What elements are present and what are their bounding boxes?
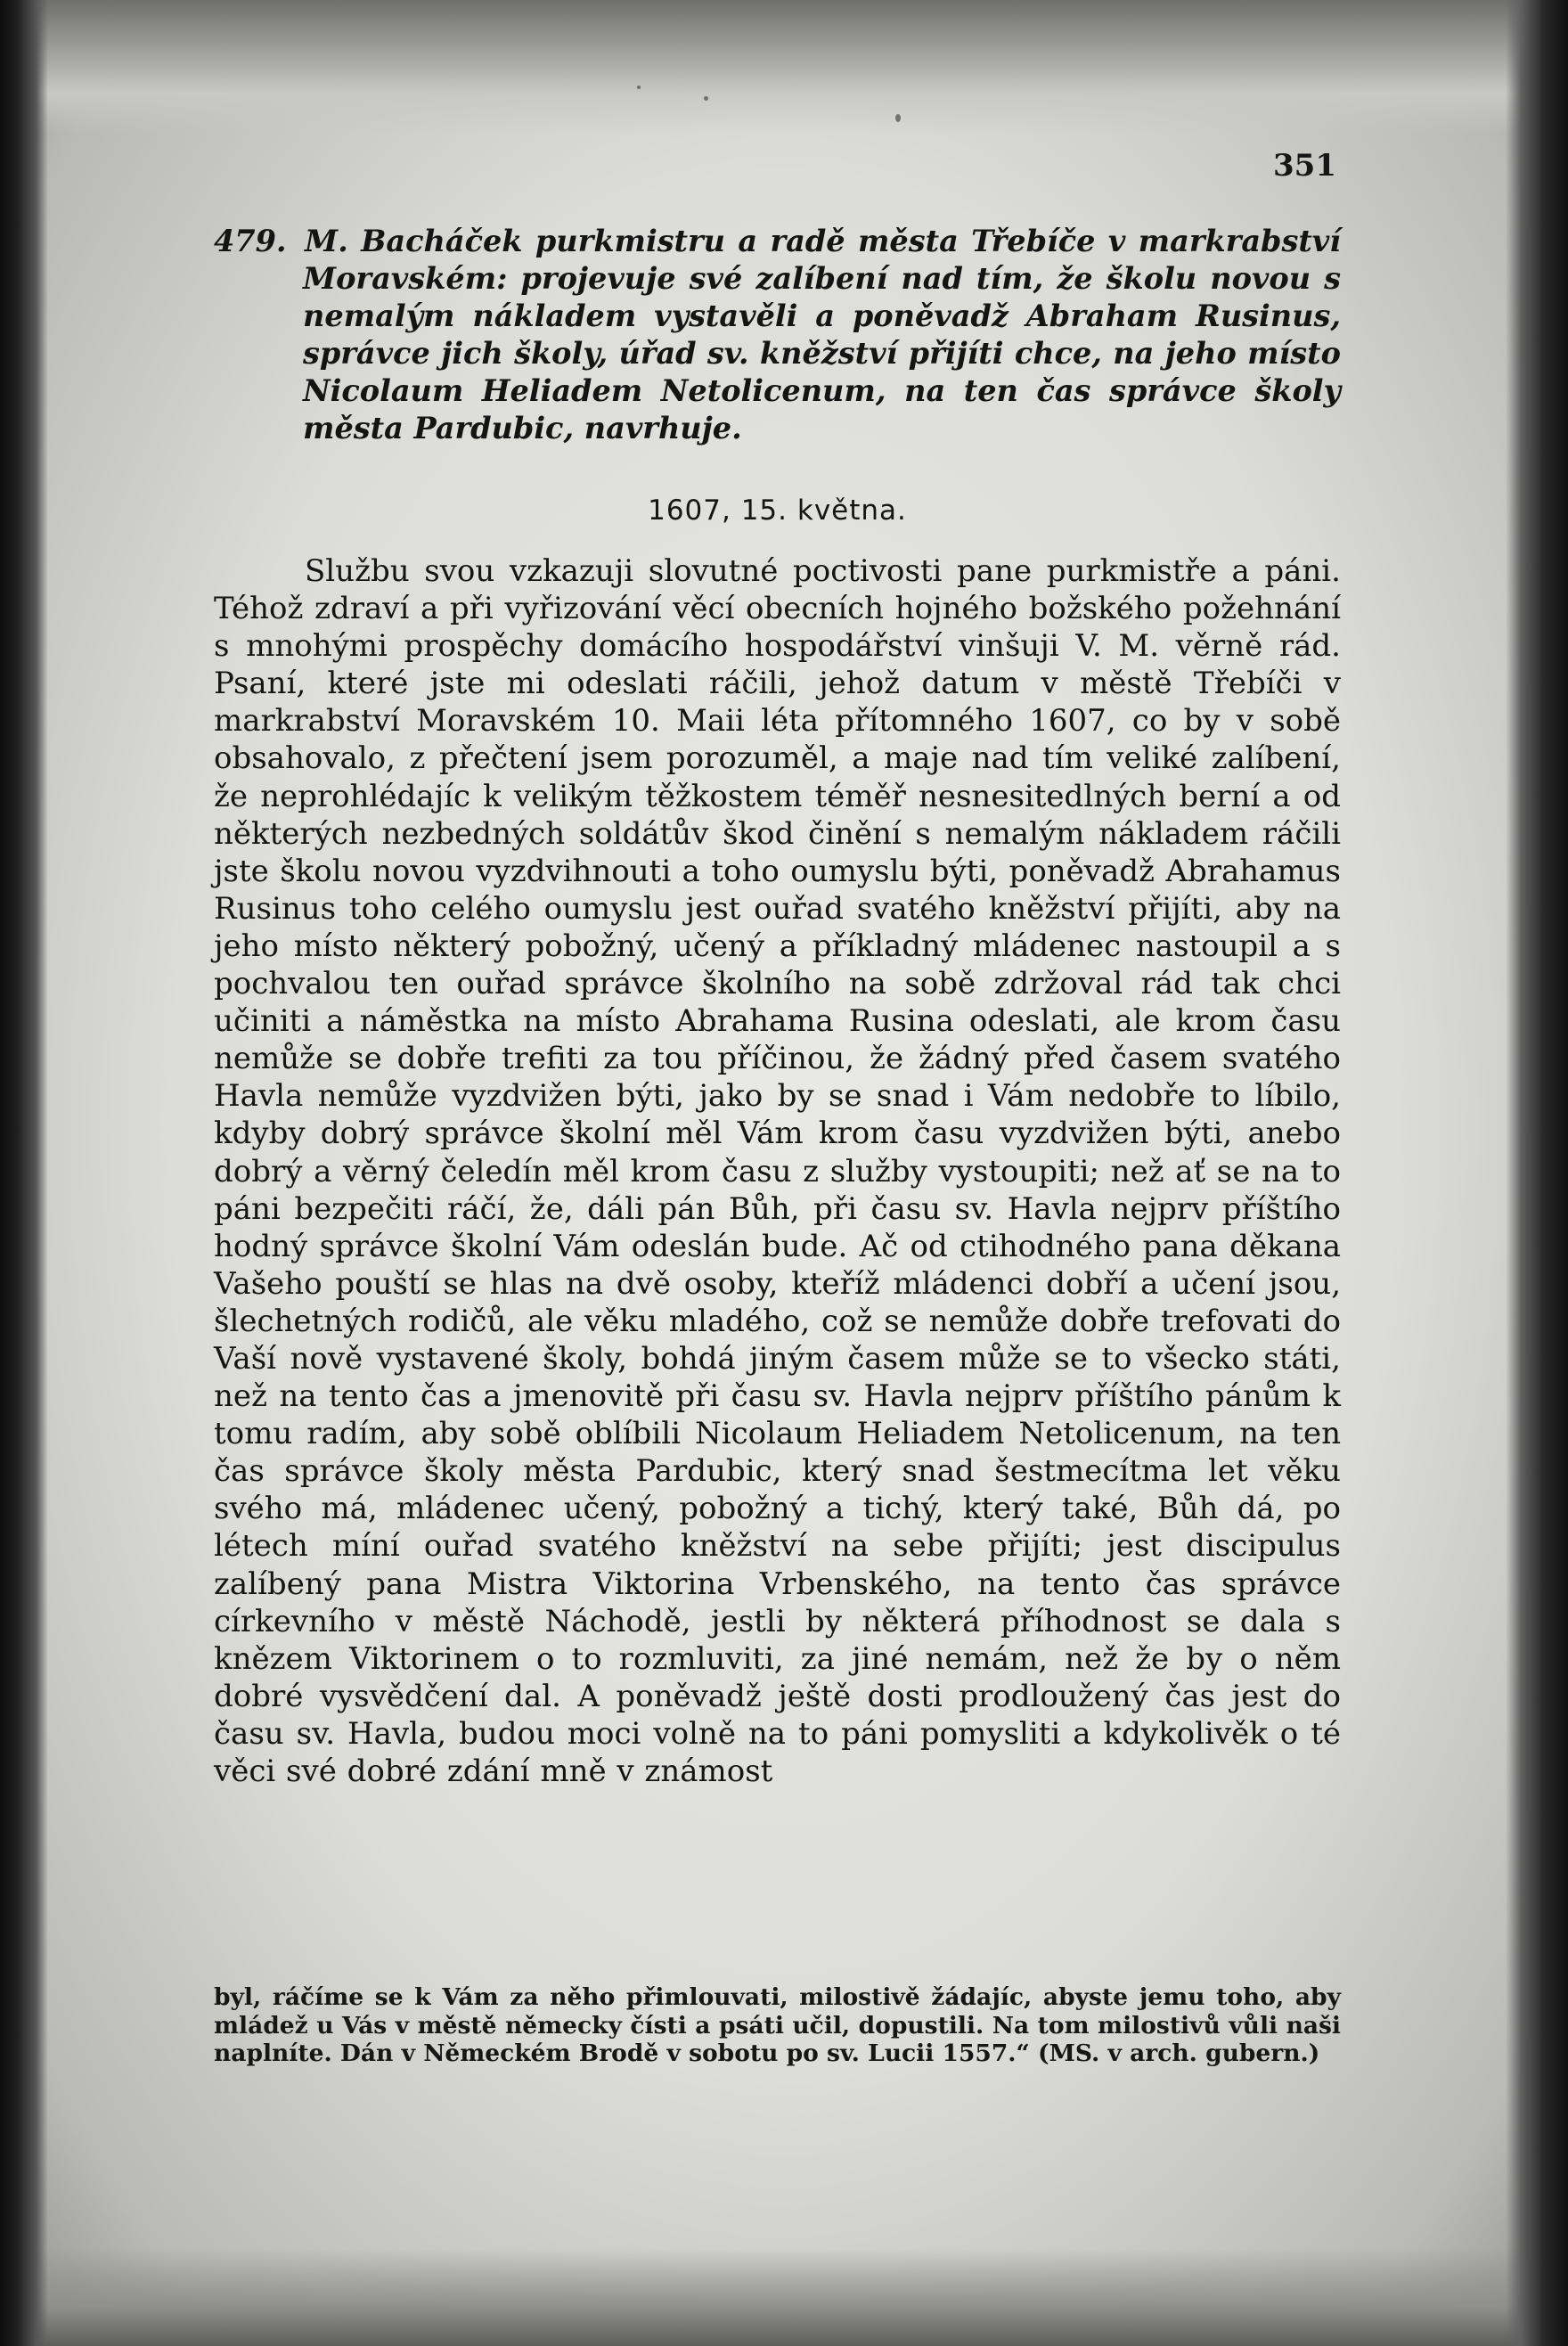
scan-speck — [637, 86, 641, 89]
scan-shadow-left — [0, 0, 48, 2346]
scan-speck — [895, 114, 901, 122]
scan-shadow-top — [0, 0, 1568, 134]
body-paragraph: Službu svou vzkazuji slovutné poctivosti pane purkmistře a páni. Téhož zdraví a při vyřizování věcí obecních hojného božského požehnání s mnohými prospěchy domácího hospodářství vinšuji V. M. věrně rád. Psaní, které jste mi odeslati ráčili, jehož datum v městě Třebíči v markrabství Moravském 10. Maii léta přítomného 1607, co by v sobě obsahovalo, z přečtení jsem porozuměl, a maje nad tím veliké zalíbení, že neprohlédajíc k velikým těžkostem téměř nesnesitedlných berní a od některých nezbedných soldátův škod činění s nemalým nákladem ráčili jste školu novou vyzdvihnouti a toho oumyslu býti, poněvadž Abrahamus Rusinus toho celého oumyslu jest ouřad svatého kněžství přijíti, aby na jeho místo některý pobožný, učený a příkladný mládenec nastoupil a s pochvalou ten ouřad správce školního na sobě zdržoval rád tak chci učiniti a náměstka na místo Abrahama Rusina odeslati, ale krom času nemůže se dobře trefiti za tou příčinou, že žádný před časem svatého Havla nemůže vyzdvižen býti, jako by se snad i Vám nedobře to líbilo, kdyby dobrý správce školní měl Vám krom času vyzdvižen býti, anebo dobrý a věrný čeledín měl krom času z služby vystoupiti; než ať se na to páni bezpečiti ráčí, že, dáli pán Bůh, při času sv. Havla nejprv příštího hodný správce školní Vám odeslán bude. Ač od ctihodného pana děkana Vašeho pouští se hlas na dvě osoby, kteříž mládenci dobří a učení jsou, šlechetných rodičů, ale věku mladého, což se nemůže dobře trefovati do Vaší nově vystavené školy, bohdá jiným časem může se to všecko státi, než na tento čas a jmenovitě při času sv. Havla nejprv příštího pánům k tomu radím, aby sobě oblíbili Nicolaum Heliadem Netolicenum, na ten čas správce školy města Pardubic, který snad šestmecítma let věku svého má, mládenec učený, pobožný a tichý, který také, Bůh dá, po létech míní ouřad svatého kněžství na sebe přijíti; jest discipulus zalíbený pana Mistra Viktorina Vrbenského, na tento čas správce církevního v městě Náchodě, jestli by některá příhodnost se dala s knězem Viktorinem o to rozmluviti, za jiné nemám, než že by o něm dobré vysvědčení dal. A poněvadž ještě dosti prodloužený čas jest do času sv. Havla, budou moci volně na to páni pomysliti a kdykolivěk o té věci své dobré zdání mně v známost — [214, 553, 1341, 1789]
letter-body — [214, 552, 1341, 1790]
scan-shadow-bottom — [0, 2248, 1568, 2346]
scan-shadow-right — [1506, 0, 1568, 2346]
footnote: byl, ráčíme se k Vám za něho přimlouvati, milostivě žádajíc, abyste jemu toho, aby mládež u Vás v městě německy čísti a psáti učil, dopustili. Na tom milostivů vůli naši naplníte. Dán v Německém Brodě v sobotu po sv. Lucii 1557.“ (MS. v arch. gubern.) — [214, 1983, 1341, 2067]
scan-speck — [704, 96, 708, 101]
heading-text: M. Bacháček purkmistru a radě města Třebíče v markrabství Moravském: projevuje své zalíbení nad tím, že školu novou s nemalým nákladem vystavěli a poněvadž Abraham Rusinus, správce jich školy, úřad sv. kněžství přijíti chce, na jeho místo Nicolaum Heliadem Netolicenum, na ten čas správce školy města Pardubic, navrhuje. — [303, 224, 1341, 445]
heading-block — [214, 223, 1341, 447]
entry-number: 479. — [214, 224, 287, 258]
page-number: 351 — [1273, 148, 1336, 184]
letter-heading — [214, 223, 1341, 447]
letter-date: 1607, 15. května. — [648, 495, 907, 527]
